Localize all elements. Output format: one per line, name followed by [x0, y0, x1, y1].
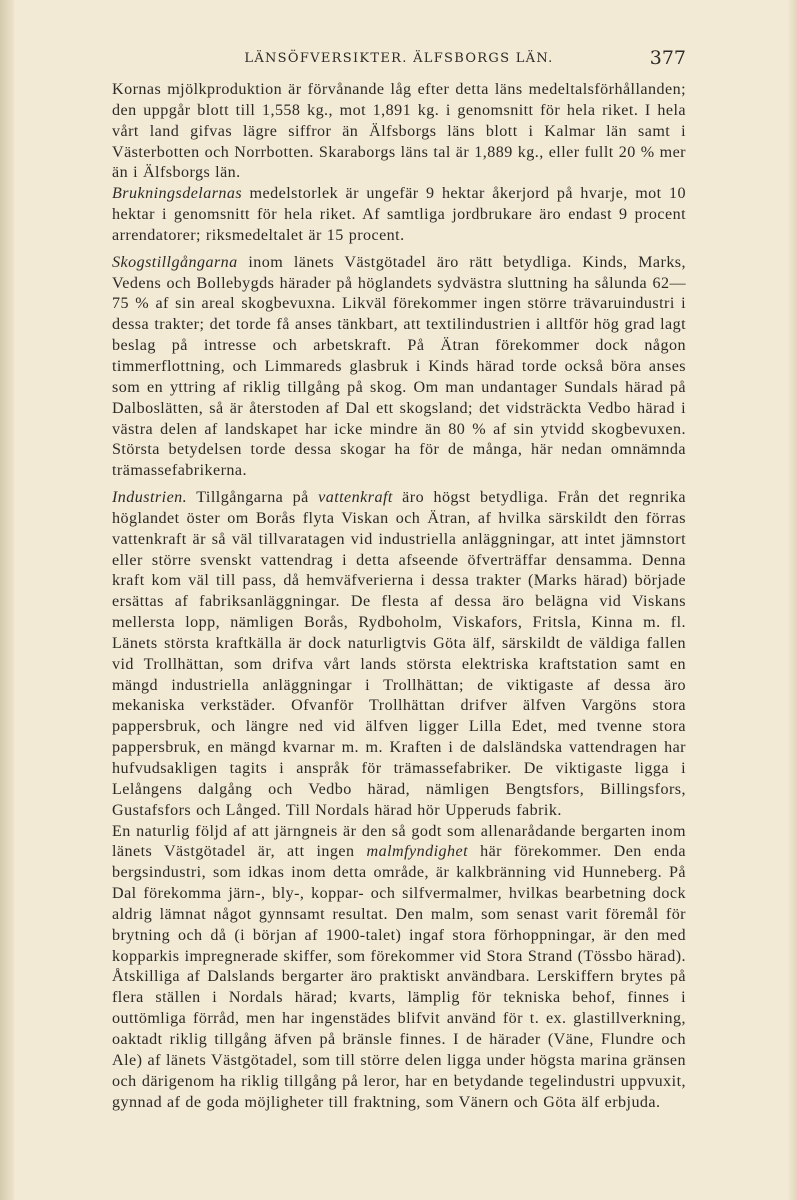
body-text [112, 80, 686, 1113]
paragraph-industry: Industrien. Tillgångarna på vattenkraft äro högst betydliga. Från det regnrika höglandet öster om Borås flyta Viskan och Ätran, af hvilka särskildt den förras vattenkraft är så väl tillvaratagen vid industriella anläggningar, att intet jämnstort eller större svenskt vattendrag i detta afseende öfverträffar densamma. Denna kraft kom väl till pass, då hemväfverierna i dessa trakter (Marks härad) började ersättas af fabriksanläggningar. De flesta af dessa äro belägna vid Viskans mellersta lopp, nämligen Borås, Rydboholm, Viskafors, Fritsla, Kinna m. fl. Länets största kraftkälla är dock naturligtvis Göta älf, särskildt de väldiga fallen vid Trollhättan, som drifva vårt lands största elektriska kraftstation samt en mängd industriella anläggningar i Trollhättan; de viktigaste af dessa äro mekaniska verkstäder. Ofvanför Trollhättan drifver älfven Vargöns stora pappersbruk, och längre ned vid älfven ligger Lilla Edet, med tvenne stora pappersbruk, en mängd kvarnar m. m. Kraften i de dalsländska vattendragen har hufvudsakligen tagits i anspråk för trämassefabriker. De viktigaste ligga i Lelångens dalgång och Vedbo härad, nämligen Bengtsfors, Billingsfors, Gustafsfors och Långed. Till Nordals härad hör Upperuds fabrik. [112, 489, 686, 819]
page-header [112, 47, 686, 73]
paragraph-holdings: Brukningsdelarnas medelstorlek är ungefär 9 hektar åkerjord på hvarje, mot 10 hektar i genomsnitt för hela riket. Af samtliga jordbrukare äro endast 9 procent arrendatorer; riksmedeltalet är 15 procent. [112, 185, 686, 244]
paragraph-ore: En naturlig följd af att järngneis är den så godt som allenarådande bergarten inom länets Västgötadel är, att ingen malmfyndighet här förekommer. Den enda bergsindustri, som idkas inom detta område, är kalkbränning vid Hunneberg. På Dal förekomma järn-, bly-, koppar- och silfvermalmer, hvilkas bearbetning dock aldrig lämnat något gynnsamt resultat. Den malm, som senast varit föremål för brytning och då (i början af 1900-talet) ingaf stora förhoppningar, är den med kopparkis impregnerade skiffer, som förekommer vid Stora Strand (Tössbo härad). Åtskilliga af Dalslands bergarter äro praktiskt användbara. Lerskiffern brytes på flera ställen i Nordals härad; kvarts, lämplig för tekniska behof, finnes i outtömliga förråd, men har ingenstädes blifvit använd för t. ex. glastillverkning, oaktadt riklig tillgång äfven på bränsle finnes. I de härader (Väne, Flundre och Ale) af länets Västgötadel, som till större delen ligga under högsta marina gränsen och därigenom ha riklig tillgång på leror, har en betydande tegelindustri uppvuxit, gynnad af de goda möjligheter till fraktning, som Vänern och Göta älf erbjuda. [112, 822, 687, 1111]
running-head: LÄNSÖFVERSIKTER. ÄLFSBORGS LÄN. [244, 51, 554, 66]
italic-term: malmfyndighet [366, 843, 469, 861]
page-edge [787, 0, 797, 1200]
italic-term: vattenkraft [318, 489, 393, 507]
italic-lead: Industrien. [112, 489, 188, 507]
paragraph-forests: Skogstillgångarna inom länets Västgötadel äro rätt betydliga. Kinds, Marks, Vedens och Bollebygds härader på höglandets sydvästra sluttning ha sålunda 62—75 % af sin areal skogbevuxna. Likväl förekommer ingen större trävaruindustri i dessa trakter; det torde få anses tänkbart, att textilindustrien i alltför hög grad lagt beslag på intresse och arbetskraft. På Ätran förekommer dock någon timmerflottning, och Limmareds glasbruk i Kinds härad torde också böra anses som en yttring af riklig tillgång på skog. Om man undantager Sundals härad på Dalboslätten, så är återstoden af Dal ett skogsland; det vidsträckta Vedbo härad i västra delen af landskapet har icke mindre än 80 % af sin ytvidd skogbevuxen. Största betydelsen torde dessa skogar ha för de många, här nedan omnämnda trämassefabrikerna. [112, 253, 686, 480]
page-number: 377 [649, 47, 686, 69]
paragraph-milk-production: Kornas mjölkproduktion är förvånande låg efter detta läns medeltalsförhållanden; den uppgår blott till 1,558 kg., mot 1,891 kg. i genomsnitt för hela riket. I hela vårt land gifvas lägre siffror än Älfsborgs läns blott i Kalmar län samt i Västerbotten och Norrbotten. Skaraborgs läns tal är 1,889 kg., eller fullt 20 % mer än i Älfsborgs län. [112, 81, 686, 182]
italic-lead: Skogstillgångarna [112, 253, 238, 271]
italic-lead: Brukningsdelarnas [112, 185, 243, 203]
page-gutter [0, 0, 14, 1200]
